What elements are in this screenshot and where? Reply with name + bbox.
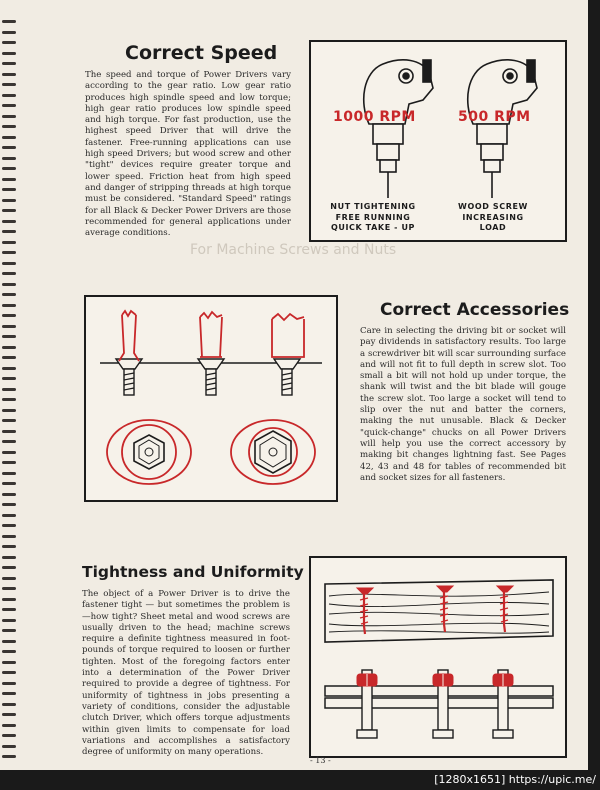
binding-ring xyxy=(2,304,16,307)
bit-and-socket-drawings xyxy=(86,297,336,500)
binding-ring xyxy=(2,314,16,317)
binding-ring xyxy=(2,398,16,401)
binding-ring xyxy=(2,566,16,569)
left-caption-line: QUICK TAKE - UP xyxy=(330,223,416,232)
binding-ring xyxy=(2,671,16,674)
tightness-paragraph: The object of a Power Driver is to drive the fastener tight — but sometimes the problem is—how tight? Sheet metal and wood screws are usually driven to the head; machine screws require a definite tightness measured in foot-pounds of torque required to loosen or further tighten. Most of the foregoing factors enter into a determination of the Power Driver required to provide a degree of tightness. For uniformity of tightness in jobs presenting a variety of conditions, consider the adjustable clutch Driver, which offers torque adjustments within given limits to compensate for load variations and accomplishes a satisfactory degree of uniformity on many operations. xyxy=(82,589,290,758)
binding-ring xyxy=(2,31,16,34)
tightness-illustration xyxy=(309,556,567,758)
correct-accessories-heading: Correct Accessories xyxy=(380,300,570,320)
binding-ring xyxy=(2,83,16,86)
binding-ring xyxy=(2,535,16,538)
page-number: - 13 - xyxy=(310,756,331,765)
bleed-through-text: For Machine Screws and Nuts xyxy=(190,242,397,258)
binding-ring xyxy=(2,440,16,443)
binding-ring xyxy=(2,577,16,580)
binding-ring xyxy=(2,115,16,118)
binding-ring xyxy=(2,136,16,139)
binding-ring xyxy=(2,356,16,359)
binding-ring xyxy=(2,251,16,254)
binding-ring xyxy=(2,346,16,349)
binding-ring xyxy=(2,52,16,55)
correct-speed-heading: Correct Speed xyxy=(125,42,278,64)
binding-ring xyxy=(2,514,16,517)
binding-ring xyxy=(2,692,16,695)
binding-ring xyxy=(2,167,16,170)
binding-ring xyxy=(2,409,16,412)
binding-ring xyxy=(2,724,16,727)
screws-and-bolts-drawing xyxy=(311,558,565,756)
binding-ring xyxy=(2,388,16,391)
binding-ring xyxy=(2,157,16,160)
binding-ring xyxy=(2,629,16,632)
correct-speed-paragraph: The speed and torque of Power Drivers vary according to the gear ratio. Low gear ratio produces high spindle speed and low torque; high gear ratio produces low spindle speed and high torque. For fast production, use the highest speed Driver that will drive the fastener. Free-running applications can use high speed Drivers; but wood screw and other "tight" devices require greater torque and lower speed. Friction heat from high speed and danger of stripping threads at high torque must be considered. "Standard Speed" ratings for all Black & Decker Power Drivers are those recommended for general applications under average conditions. xyxy=(85,70,291,239)
binding-ring xyxy=(2,325,16,328)
binding-ring xyxy=(2,430,16,433)
binding-ring xyxy=(2,419,16,422)
binding-ring xyxy=(2,41,16,44)
right-caption-line: WOOD SCREW xyxy=(458,202,528,211)
right-caption-line: LOAD xyxy=(479,223,507,232)
binding-ring xyxy=(2,461,16,464)
binding-ring xyxy=(2,220,16,223)
binding-ring xyxy=(2,209,16,212)
binding-ring xyxy=(2,335,16,338)
left-caption-line: NUT TIGHTENING xyxy=(330,202,416,211)
binding-ring xyxy=(2,199,16,202)
binding-ring xyxy=(2,598,16,601)
binding-ring xyxy=(2,713,16,716)
binding-ring xyxy=(2,745,16,748)
binding-ring xyxy=(2,241,16,244)
binding-ring xyxy=(2,293,16,296)
binding-ring xyxy=(2,556,16,559)
binding-ring xyxy=(2,734,16,737)
binding-ring xyxy=(2,283,16,286)
correct-accessories-paragraph: Care in selecting the driving bit or socket will pay dividends in satisfactory results. Too large a screwdriver bit will scar surrounding surface and will not fit to full depth in screw slot. Too small a bit will not hold up under torque, the shank will twist and the bit blade will gouge the screw slot. Too large a socket will tend to slip over the nut and batter the corners, making the nut unusable. Black & Decker "quick-change" chucks on all Power Drivers will help you use the correct accessory by making bit changes lightning fast. See Pages 42, 43 and 48 for tables of recommended bit and socket sizes for all fasteners. xyxy=(360,326,566,483)
watermark-stamp: [1280x1651] https://upic.me/ xyxy=(430,770,600,790)
binding-ring xyxy=(2,262,16,265)
spiral-binding xyxy=(0,0,22,770)
left-rpm-label: 1000 RPM xyxy=(333,109,416,125)
binding-ring xyxy=(2,104,16,107)
left-caption-line: FREE RUNNING xyxy=(335,212,411,222)
binding-ring xyxy=(2,703,16,706)
binding-ring xyxy=(2,94,16,97)
binding-ring xyxy=(2,146,16,149)
binding-ring xyxy=(2,493,16,496)
binding-ring xyxy=(2,640,16,643)
binding-ring xyxy=(2,482,16,485)
binding-ring xyxy=(2,472,16,475)
binding-ring xyxy=(2,682,16,685)
binding-ring xyxy=(2,272,16,275)
binding-ring xyxy=(2,619,16,622)
binding-ring xyxy=(2,503,16,506)
binding-ring xyxy=(2,377,16,380)
binding-ring xyxy=(2,230,16,233)
accessories-illustration xyxy=(84,295,338,502)
binding-ring xyxy=(2,125,16,128)
binding-ring xyxy=(2,367,16,370)
right-rpm-label: 500 RPM xyxy=(458,109,531,125)
binding-ring xyxy=(2,178,16,181)
binding-ring xyxy=(2,650,16,653)
binding-ring xyxy=(2,188,16,191)
right-caption-line: INCREASING xyxy=(462,212,524,222)
binding-ring xyxy=(2,524,16,527)
binding-ring xyxy=(2,661,16,664)
binding-ring xyxy=(2,545,16,548)
binding-ring xyxy=(2,755,16,758)
binding-ring xyxy=(2,451,16,454)
binding-ring xyxy=(2,587,16,590)
speed-illustration xyxy=(309,40,567,242)
binding-ring xyxy=(2,62,16,65)
binding-ring xyxy=(2,608,16,611)
tightness-heading: Tightness and Uniformity xyxy=(82,563,304,581)
binding-ring xyxy=(2,20,16,23)
left-caption xyxy=(317,202,429,234)
binding-ring xyxy=(2,73,16,76)
right-caption xyxy=(437,202,549,234)
